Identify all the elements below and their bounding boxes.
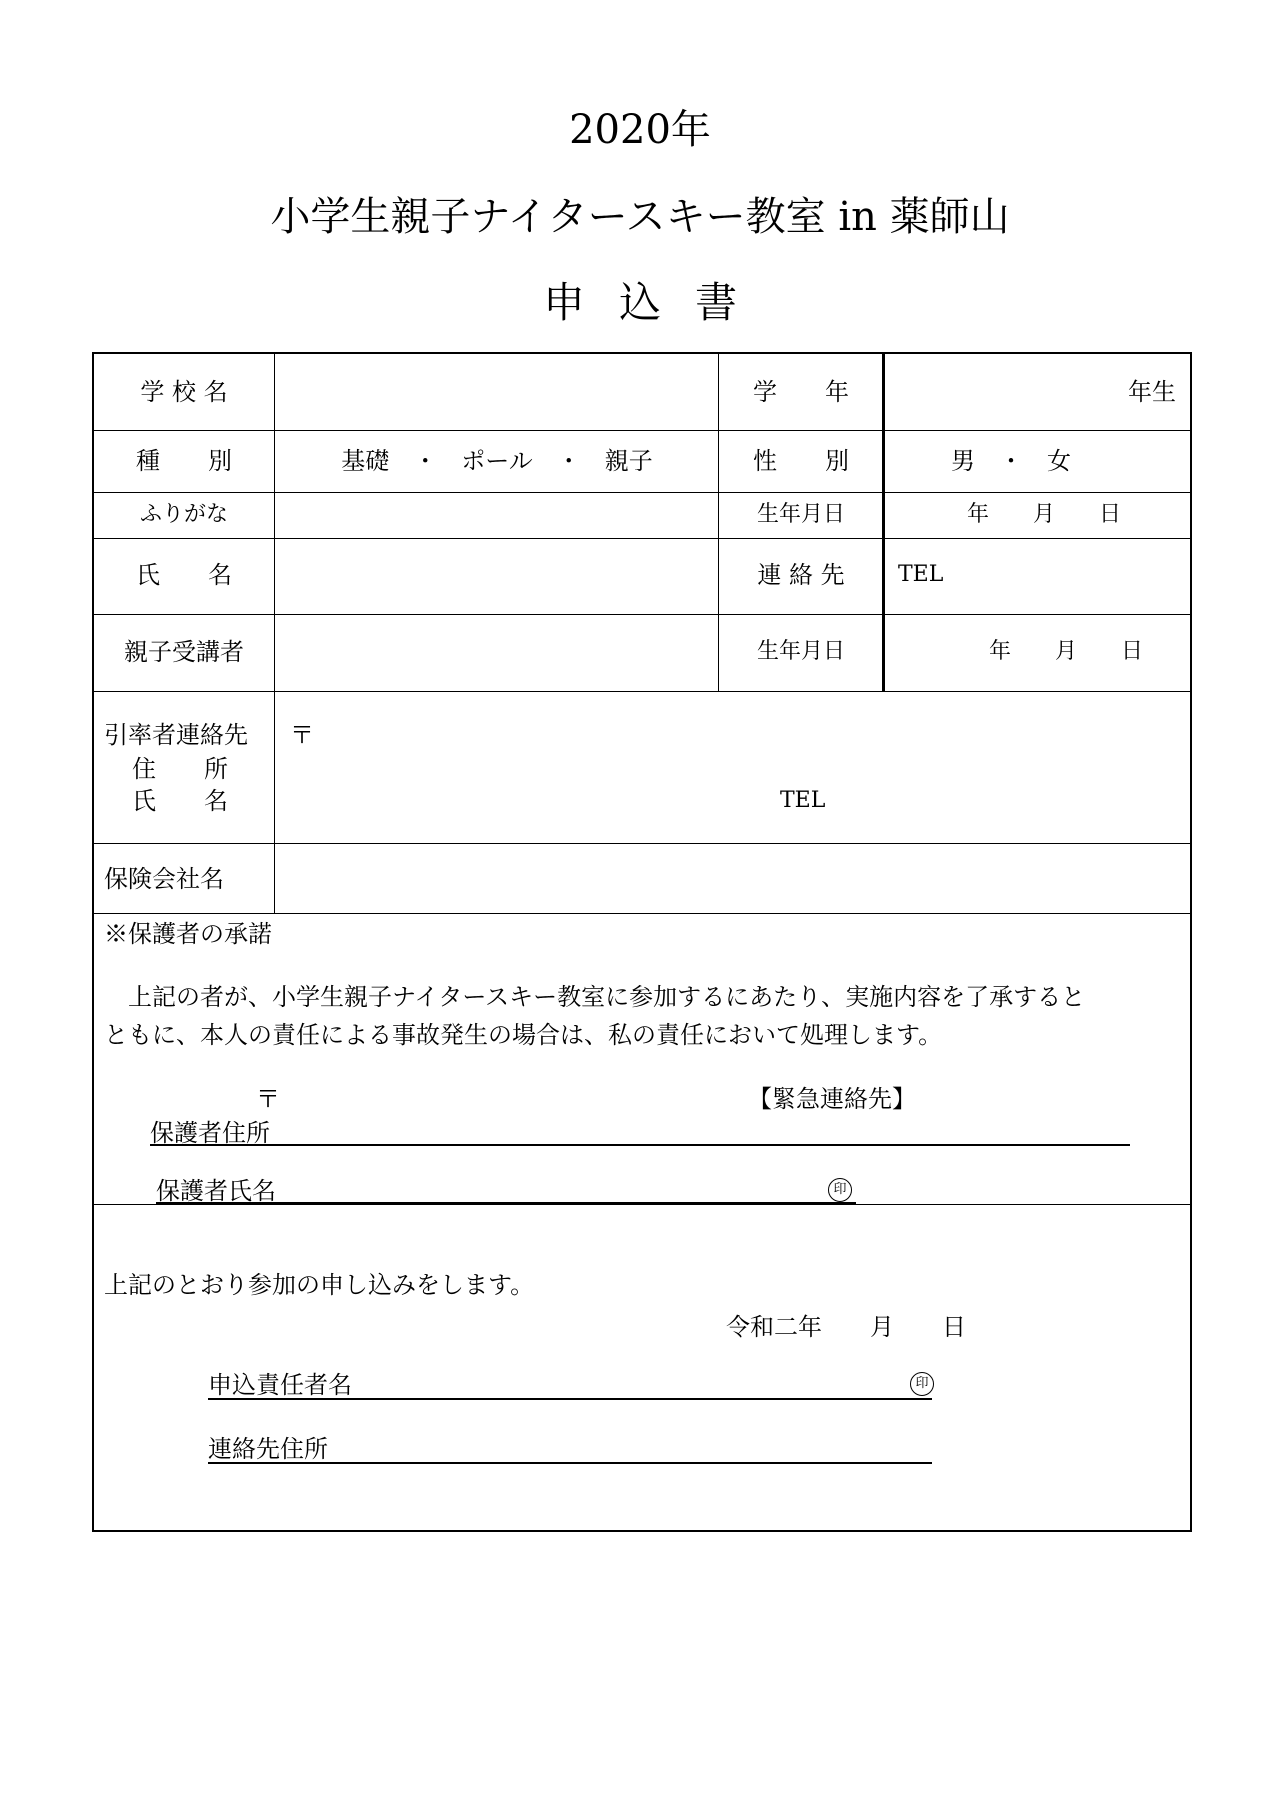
row-divider: [94, 614, 1190, 615]
guardian-postal-mark: 〒: [256, 1085, 280, 1113]
type-options[interactable]: 基礎 ・ ポール ・ 親子: [341, 447, 653, 475]
escort-postal-mark: 〒: [290, 721, 314, 749]
parent-participant-field[interactable]: [278, 618, 716, 688]
responsible-person-label: 申込責任者名: [208, 1371, 352, 1399]
birthdate-label: 生年月日: [756, 502, 845, 527]
guardian-name-line[interactable]: [156, 1202, 856, 1204]
birthdate-field-2[interactable]: 年 月 日: [988, 639, 1143, 664]
column-divider: [274, 354, 275, 913]
consent-heading: ※保護者の承諾: [104, 920, 272, 948]
row-divider: [94, 843, 1190, 844]
insurance-field[interactable]: [278, 848, 1186, 910]
school-name-field[interactable]: [278, 362, 716, 426]
gender-label: 性 別: [753, 447, 849, 475]
furigana-label: ふりがな: [139, 502, 228, 527]
contact-address-line[interactable]: [208, 1462, 932, 1464]
escort-label-line3: 氏 名: [132, 787, 228, 815]
birthdate-field[interactable]: 年 月 日: [966, 502, 1121, 527]
consent-text-line2: ともに、本人の責任による事故発生の場合は、私の責任において処理します。: [104, 1021, 943, 1049]
row-divider: [94, 430, 1190, 431]
responsible-seal-icon: 印: [910, 1372, 934, 1396]
row-divider: [94, 492, 1190, 493]
name-label: 氏 名: [136, 561, 232, 589]
parent-participant-label: 親子受講者: [124, 638, 244, 666]
grade-field[interactable]: 年生: [1128, 378, 1176, 406]
guardian-address-label: 保護者住所: [150, 1119, 270, 1147]
contact-address-label: 連絡先住所: [208, 1435, 328, 1463]
column-divider: [882, 354, 885, 691]
application-date[interactable]: 令和二年 月 日: [726, 1313, 966, 1341]
birthdate-label-2: 生年月日: [756, 639, 845, 664]
title-document-type: 申込書: [542, 278, 771, 327]
consent-text-line1: 上記の者が、小学生親子ナイタースキー教室に参加するにあたり、実施内容を了承すると: [104, 983, 1086, 1011]
application-form-table: [92, 352, 1192, 1532]
emergency-contact-label: 【緊急連絡先】: [748, 1085, 916, 1113]
guardian-seal-icon: 印: [828, 1178, 852, 1202]
row-divider: [94, 691, 1190, 692]
row-divider: [94, 913, 1190, 914]
school-name-label: 学 校 名: [140, 378, 228, 406]
gender-options[interactable]: 男 ・ 女: [951, 447, 1071, 475]
escort-label-line1: 引率者連絡先: [104, 721, 248, 749]
escort-tel[interactable]: TEL: [780, 788, 826, 813]
title-event: 小学生親子ナイタースキー教室 in 薬師山: [270, 194, 1010, 240]
name-field[interactable]: [278, 542, 716, 612]
column-divider: [718, 354, 719, 691]
type-label: 種 別: [136, 447, 232, 475]
application-statement: 上記のとおり参加の申し込みをします。: [104, 1271, 535, 1299]
furigana-field[interactable]: [278, 496, 716, 536]
grade-label: 学 年: [753, 378, 849, 406]
responsible-person-line[interactable]: [208, 1398, 932, 1400]
insurance-label: 保険会社名: [104, 865, 224, 893]
row-divider: [94, 538, 1190, 539]
title-year: 2020年: [569, 107, 711, 153]
guardian-address-line[interactable]: [150, 1144, 1130, 1146]
contact-label: 連 絡 先: [757, 561, 845, 589]
guardian-name-label: 保護者氏名: [156, 1177, 276, 1205]
contact-tel[interactable]: TEL: [898, 562, 944, 587]
escort-label-line2: 住 所: [132, 755, 228, 783]
